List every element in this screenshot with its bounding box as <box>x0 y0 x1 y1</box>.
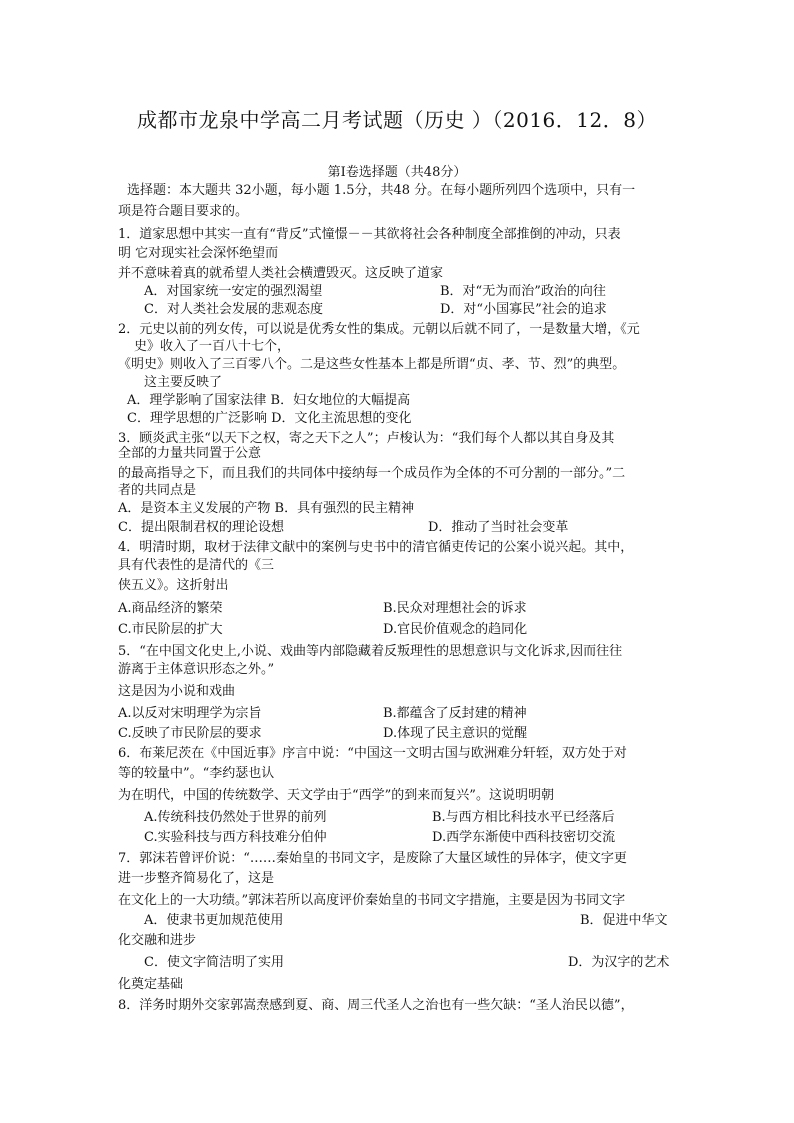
text-line: 等的较量中”。“李约瑟也认 <box>118 766 275 781</box>
text-line: A.传统科技仍然处于世界的前列 <box>144 810 327 825</box>
text-line: 化奠定基础 <box>118 977 184 992</box>
text-line: C．理学思想的广泛影响 D．文化主流思想的变化 <box>127 411 412 426</box>
text-line: 明 它对现实社会深怀绝望而 <box>118 246 279 261</box>
section-heading: 第Ⅰ卷选择题（共48分） <box>327 165 467 180</box>
text-line: 8．洋务时期外交家郭嵩焘感到夏、商、周三代圣人之治也有一些欠缺：“圣人治民以德”， <box>118 998 634 1013</box>
text-line: 7．郭沫若曾评价说：“……秦始皇的书同文字，是废除了大量区域性的异体字，使文字更 <box>118 851 627 866</box>
text-line: D.西学东渐使中西科技密切交流 <box>432 830 616 845</box>
text-line: B．促进中华文 <box>580 913 668 928</box>
text-line: A．是资本主义发展的产物 B．具有强烈的民主精神 <box>118 501 415 516</box>
text-line: 这主要反映了 <box>144 375 223 390</box>
text-line: 史》收入了一百八十七个， <box>134 339 291 354</box>
text-line: 并不意味着真的就希望人类社会横遭毁灭。这反映了道家 <box>118 266 444 281</box>
text-line: D．推动了当时社会变革 <box>428 520 569 535</box>
text-line: 游离于主体意识形态之外。” <box>118 662 275 677</box>
text-line: D．对“小国寡民”社会的追求 <box>440 302 607 317</box>
text-line: B.都蕴含了反封建的精神 <box>383 706 527 721</box>
text-line: 的最高指导之下，而且我们的共同体中接纳每一个成员作为全体的不可分割的一部分。”二 <box>118 466 626 481</box>
text-line: 这是因为小说和戏曲 <box>118 684 236 699</box>
text-line: A.商品经济的繁荣 <box>118 601 223 616</box>
text-line: A．理学影响了国家法律 B．妇女地位的大幅提高 <box>127 393 411 408</box>
text-line: D．为汉字的艺术 <box>568 955 670 970</box>
text-line: 3．顾炎武主张“以天下之权，寄之天下之人”；卢梭认为：“我们每个人都以其自身及其 <box>118 431 615 446</box>
text-line: D.官民价值观念的趋同化 <box>383 622 528 637</box>
text-line: D.体现了民主意识的觉醒 <box>383 726 528 741</box>
text-line: 1．道家思想中其实一直有“背反”式憧憬－－其欲将社会各种制度全部推倒的冲动，只表 <box>118 227 621 242</box>
text-line: 《明史》则收入了三百零八个。二是这些女性基本上都是所谓“贞、孝、节、烈”的典型。 <box>118 357 626 372</box>
text-line: 者的共同点是 <box>118 483 197 498</box>
text-line: 2．元史以前的列女传，可以说是优秀女性的集成。元朝以后就不同了，一是数量大增，《元 <box>118 322 640 337</box>
text-line: 进一步整齐简易化了，这是 <box>118 871 275 886</box>
text-line: 选择题：本大题共 32小题，每小题 1.5分，共48 分。在每小题所列四个选项中，只有一 <box>127 183 636 198</box>
text-line: B.与西方相比科技水平已经落后 <box>432 810 615 825</box>
text-line: 侠五义》。这折射出 <box>118 578 229 593</box>
text-line: C．使文字简洁明了实用 <box>144 955 284 970</box>
text-line: A．使隶书更加规范使用 <box>144 913 284 928</box>
text-line: A．对国家统一安定的强烈渴望 <box>144 284 323 299</box>
text-line: 为在明代，中国的传统数学、天文学由于“西学”的到来而复兴”。这说明明朝 <box>118 788 554 803</box>
text-line: C．提出限制君权的理论设想 <box>118 520 284 535</box>
text-line: 4．明清时期，取材于法律文献中的案例与史书中的清官循吏传记的公案小说兴起。其中， <box>118 540 634 555</box>
text-line: 全部的力量共同置于公意 <box>118 446 262 461</box>
text-line: C.反映了市民阶层的要求 <box>118 726 262 741</box>
text-line: 在文化上的一大功绩。”郭沫若所以高度评价秦始皇的书同文字措施，主要是因为书同文字 <box>118 893 626 908</box>
text-line: A.以反对宋明理学为宗旨 <box>118 706 262 721</box>
exam-title: 成都市龙泉中学高二月考试题（历史 ）（2016．12．8） <box>137 108 657 132</box>
text-line: 化交融和进步 <box>118 933 197 948</box>
text-line: B．对“无为而治”政治的向往 <box>440 284 606 299</box>
text-line: C．对人类社会发展的悲观态度 <box>144 302 323 317</box>
text-line: 项是符合题目要求的。 <box>118 204 249 219</box>
text-line: 6．布莱尼茨在《中国近事》序言中说：“中国这一文明古国与欧洲难分轩轾，双方处于对 <box>118 746 627 761</box>
text-line: C.实验科技与西方科技难分伯仲 <box>144 830 327 845</box>
text-line: C.市民阶层的扩大 <box>118 622 223 637</box>
text-line: B.民众对理想社会的诉求 <box>383 601 527 616</box>
text-line: 5．“在中国文化史上,小说、戏曲等内部隐藏着反叛理性的思想意识与文化诉求,因而往往 <box>118 644 623 659</box>
text-line: 具有代表性的是清代的《三 <box>118 558 275 573</box>
